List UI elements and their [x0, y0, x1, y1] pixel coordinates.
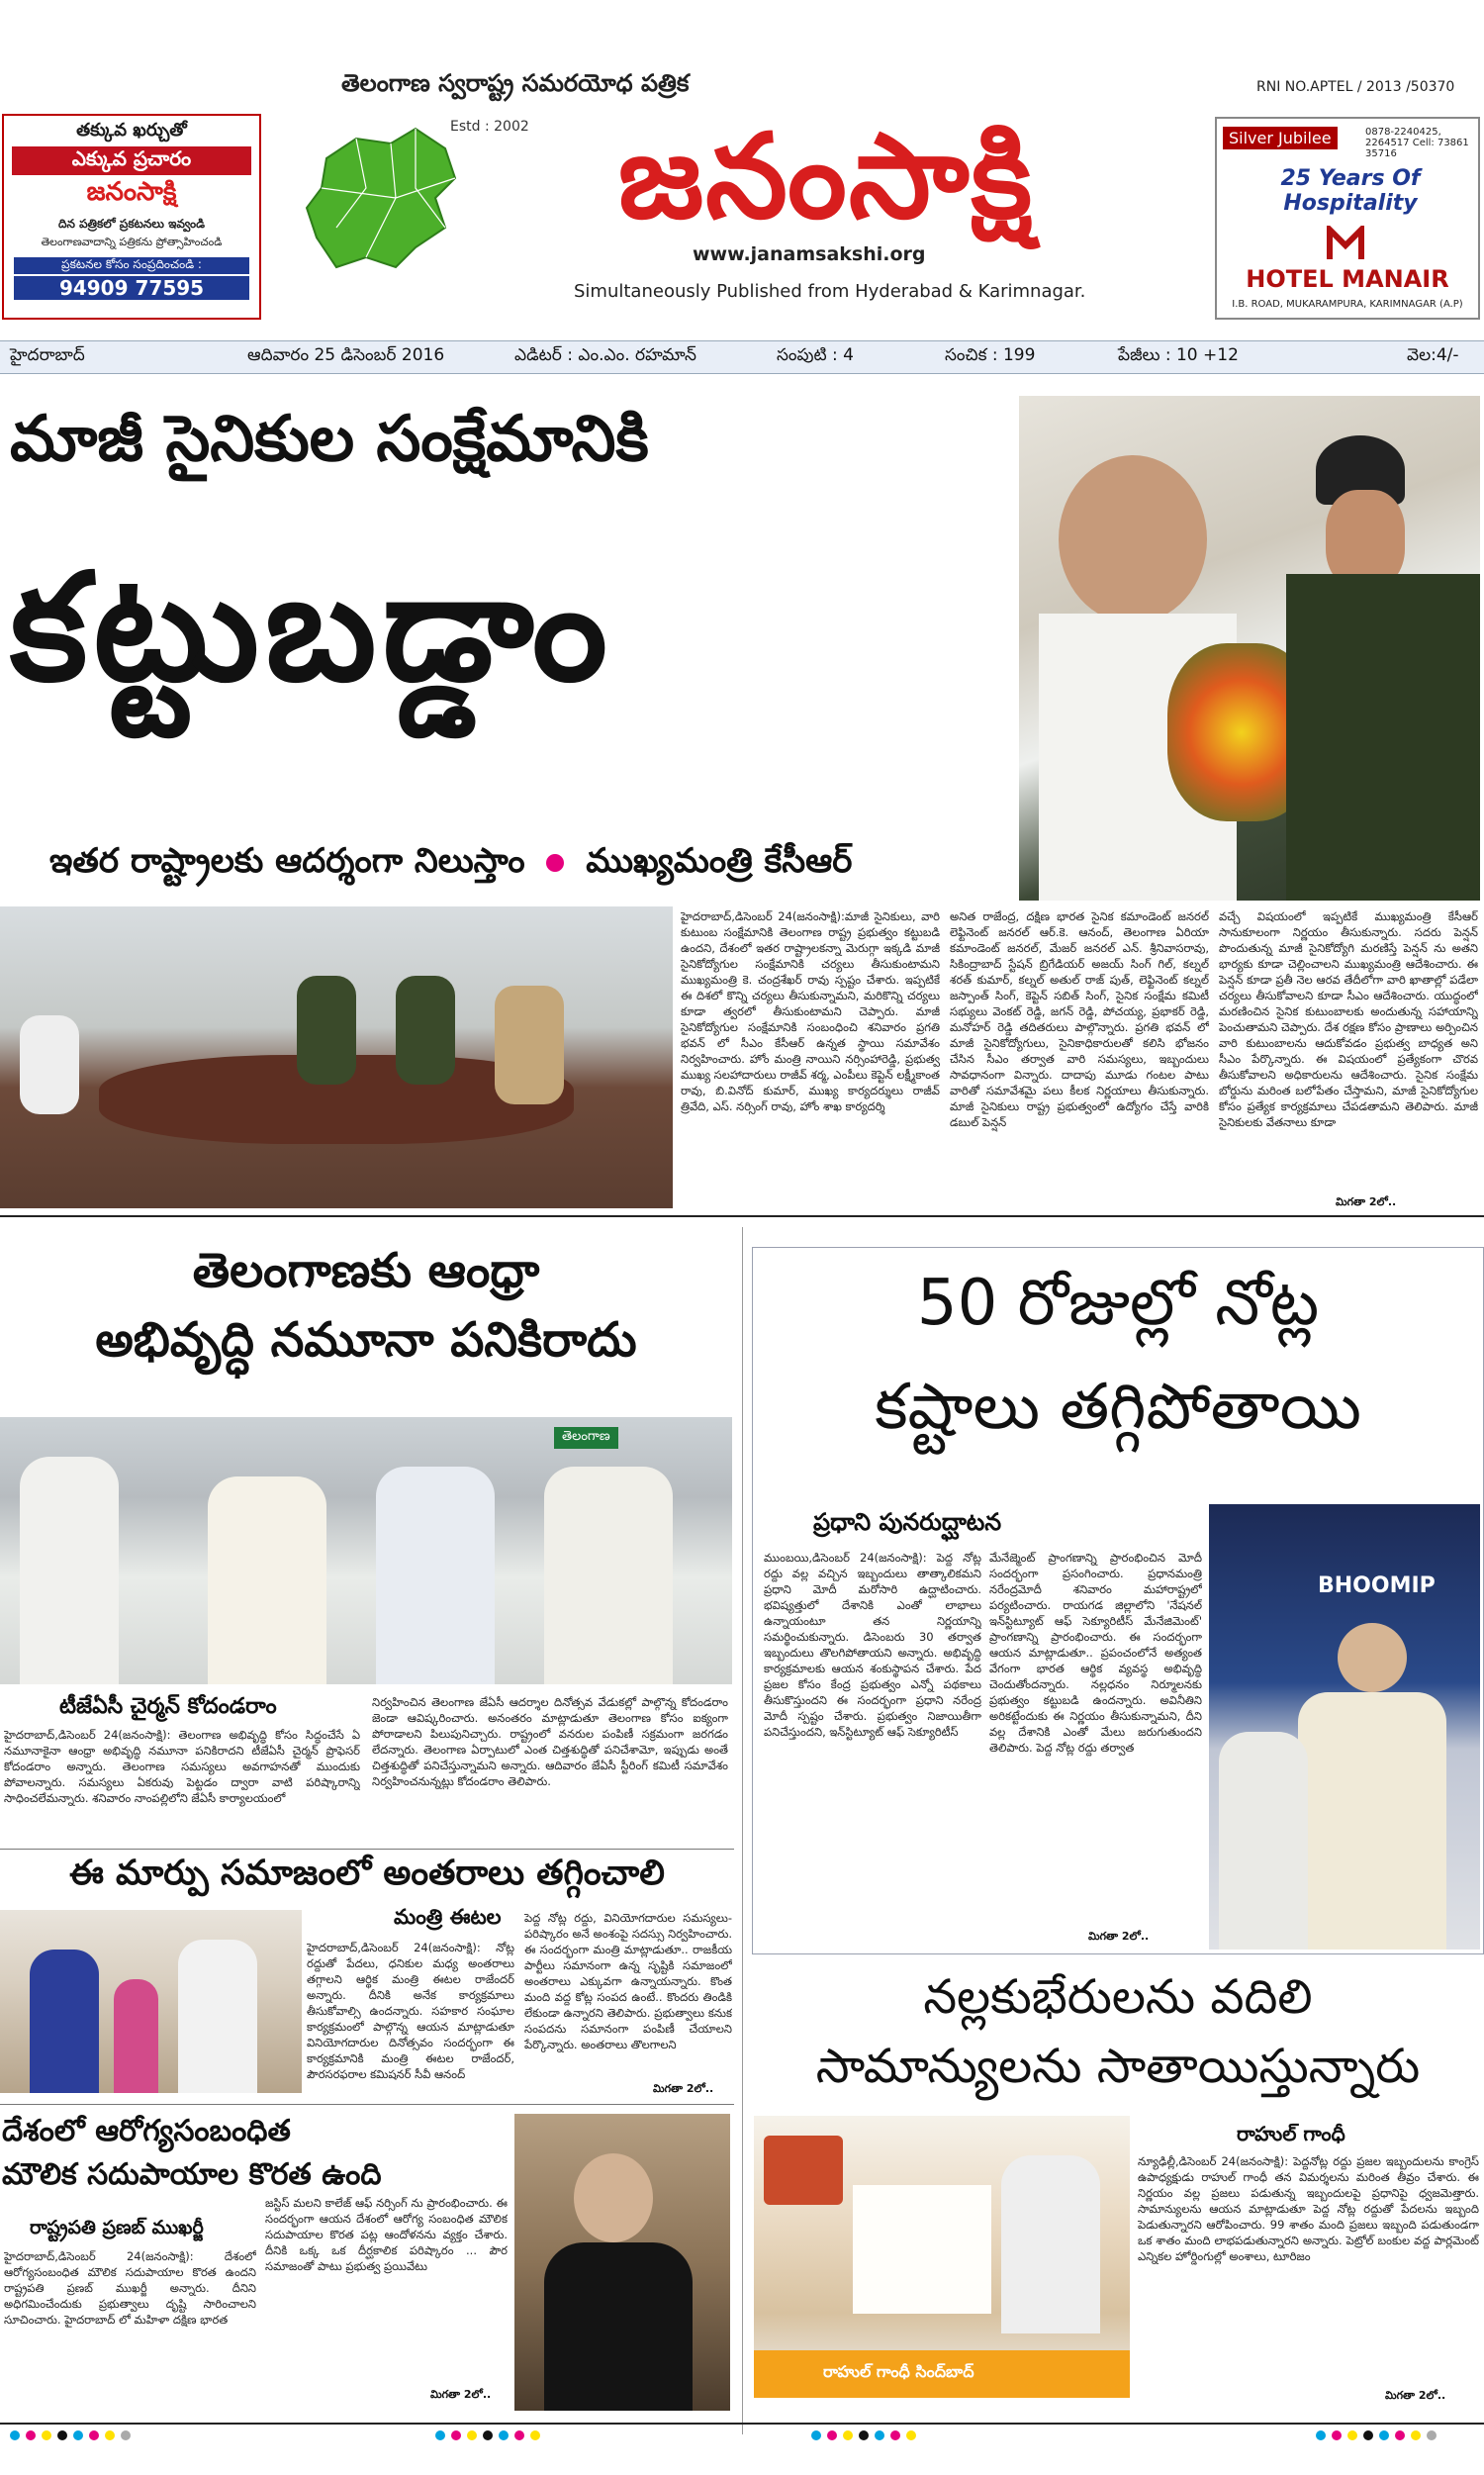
- right-ad-hotel: HOTEL MANAIR: [1246, 265, 1449, 293]
- etela-col2: [524, 1910, 732, 2080]
- telangana-map-icon: [297, 119, 465, 277]
- etela-col1: [307, 1940, 514, 2096]
- registration-marks-center2: [811, 2430, 916, 2440]
- etela-continue: మిగతా 2లో..: [653, 2082, 714, 2095]
- right-ad-badge: Silver Jubilee: [1223, 127, 1338, 149]
- pranab-col2-text: జస్టిస్ మలని కాలేజ్ ఆఫ్ నర్సింగ్ ను ప్రారంభించారు. ఈ సందర్భంగా ఆయన దేశంలో ఆరోగ్య సంబంధిత మౌలిక సదుపాయాల కొరత పట్ల ఆందోళనను వ్యక్తం చేశారు. దీనికి ఒక్క ఒక దీర్ఘకాలిక పరిష్కారం ... పౌర సమాజంతో పాటు ప్రభుత్వ ప్రయివేటు: [265, 2196, 508, 2273]
- rahul-byline: రాహుల్ గాంధీ: [1237, 2122, 1345, 2145]
- modi-headline1: 50 రోజుల్లో నోట్ల: [916, 1267, 1320, 1340]
- pranab-continue: మిగతా 2లో..: [430, 2388, 492, 2401]
- hotel-logo-icon: [1326, 226, 1365, 261]
- left-ad-line4: తెలంగాణవాదాన్ని పత్రికను ప్రోత్సాహించండి: [41, 236, 223, 248]
- right-ad-box: [1215, 117, 1480, 320]
- left-ad-line3: దిన పత్రికలో ప్రకటనలు ఇవ్వండి: [58, 217, 205, 231]
- pranab-byline: రాష్ట్రపతి ప్రణబ్ ముఖర్జీ: [30, 2217, 204, 2238]
- center-divider: [742, 1227, 743, 2434]
- pranab-col2: [265, 2195, 508, 2385]
- etela-divider: [0, 2104, 734, 2105]
- kodandaram-headline2: అభివృద్ధి నమూనా పనికిరాదు: [95, 1312, 637, 1368]
- published-line: Simultaneously Published from Hyderabad & Karimnagar.: [574, 281, 1086, 302]
- dateline-bar: [0, 340, 1484, 374]
- paper-name: జనంసాక్షి: [617, 108, 1035, 244]
- lead-photo: [1019, 396, 1480, 901]
- lead-subhead: [49, 841, 1019, 889]
- lead-subhead-left: ఇతర రాష్ట్రాలకు ఆదర్శంగా నిలుస్తాం: [49, 841, 525, 881]
- dateline-price: వెల:4/-: [1407, 345, 1459, 365]
- right-ad-years: 25 Years Of Hospitality: [1280, 166, 1421, 216]
- lead-divider: [0, 1215, 1484, 1217]
- registration-marks-center: [435, 2430, 540, 2440]
- lead-subhead-right: ముఖ్యమంత్రి కేసీఆర్: [586, 841, 853, 881]
- bottom-rule: [0, 2423, 1484, 2425]
- kodandaram-photo-caption: తెలంగాణ: [554, 1427, 618, 1449]
- etela-photo: [0, 1910, 302, 2093]
- rahul-continue: మిగతా 2లో..: [1385, 2389, 1446, 2402]
- left-ad-phone: 94909 77595: [14, 276, 249, 300]
- modi-byline: ప్రధాని పునరుద్ఘాటన: [813, 1508, 1002, 1536]
- dateline-city: హైదరాబాద్: [10, 345, 85, 365]
- website-url: www.janamsakshi.org: [693, 243, 926, 265]
- registration-marks-left: [10, 2430, 131, 2440]
- kodandaram-divider: [0, 1849, 734, 1850]
- left-ad-line5: ప్రకటనల కోసం సంప్రదించండి :: [14, 257, 249, 274]
- pranab-col1: [4, 2248, 256, 2407]
- etela-col2-text: పెద్ద నోట్ల రద్దు, వినియోగదారుల సమస్యలు- పరిష్కారం అనే అంశంపై సదస్సు నిర్వహించారు. ఈ సందర్భంగా మంత్రి మాట్లాడుతూ.. రాజకీయ పార్టీలు సమానంగా ఉన్న సృష్టికి సమాజంలో అంతరాలు ఎక్కువగా ఉన్నాయన్నారు. కొంత మంది వద్ద కోట్ల సంపద ఉంటే.. కొందరు తిండికి లేకుండా ఉన్నారని తెలిపారు. ప్రభుత్వాలు కనుక సంపదను సమానంగా పంపిణీ చేయాలని పేర్కొన్నారు. అంతరాలు తొలగాలని: [524, 1911, 732, 2051]
- rahul-col1: [1138, 2153, 1479, 2391]
- etela-col1-text: హైదరాబాద్,డిసెంబర్ 24(జనంసాక్షి): నోట్ల రద్దుతో పేదలు, ధనికుల మధ్య అంతరాలు తగ్గాలని ఆర్థిక మంత్రి ఈటల రాజేందర్ అన్నారు. దీనికి అనేక కార్యక్రమాలు తీసుకోవాల్సి ఉందన్నారు. సహకార సంఘాల కార్యక్రమంలో పాల్గొన్న ఆయన మాట్లాడుతూ వినియోగదారుల దినోత్సవం సందర్భంగా ఈ కార్యక్రమానికి మంత్రి ఈటల రాజేందర్, పౌరసరఫరాల కమిషనర్ సీవీ ఆనంద్: [307, 1941, 514, 2081]
- lead-kicker: మాజీ సైనికుల సంక్షేమానికి: [10, 403, 649, 476]
- pink-bullet-icon: [546, 854, 564, 872]
- modi-col2-text: మేనేజ్మెంట్ ప్రాంగణాన్ని ప్రారంభించిన మోదీ సందర్భంగా ప్రసంగించారు. ప్రధానమంత్రి నరేంద్రమోదీ శనివారం మహారాష్ట్రలో పర్యటించారు. రాయగడ జిల్లాలోని 'నేషనల్ ఇన్‌స్టిట్యూట్ ఆఫ్ సెక్యూరిటీస్ మేనేజిమెంట్' ప్రాంగణాన్ని ప్రారంభించారు. ఈ సందర్భంగా ఆయన మాట్లాడుతూ.. ప్రపంచంలోనే అత్యంత వేగంగా భారత ఆర్థిక వ్యవస్థ అభివృద్ధి చెందుతోందన్నారు. నల్లధనం నిర్మూలనకు ప్రభుత్వం కట్టుబడి ఉందన్నారు. అవినీతిని అరికట్టేందుకు ఈ నిర్ణయం తీసుకున్నామని, దీని వల్ల దేశానికి ఎంతో మేలు జరుగుతుందని తెలిపారు. పెద్ద నోట్ల రద్దు తర్వాత: [989, 1551, 1202, 1755]
- estd-label: Estd : 2002: [450, 119, 529, 135]
- modi-continue: మిగతా 2లో..: [1088, 1930, 1150, 1943]
- left-ad-line2: ఎక్కువ ప్రచారం: [12, 146, 251, 175]
- rahul-photo-banner: రాహుల్ గాంధీ సింద్‌బాద్: [754, 2350, 1130, 2398]
- lead-col1-text: హైదరాబాద్,డిసెంబర్ 24(జనంసాక్షి):మాజీ సైనికులు, వారి కుటుంబ సంక్షేమానికి తెలంగాణ రాష్ట్ర ప్రభుత్వం కట్టుబడి ఉందని, దేశంలో ఇతర రాష్ట్రాలకన్నా మెరుగ్గా ఇక్కడి మాజీ సైనికోద్యోగుల సంక్షేమానికి చర్యలు తీసుకుంటామని ముఖ్యమంత్రి కె. చంద్రశేఖర్ రావు స్పష్టం చేశారు. ఇప్పటికే ఈ దిశలో కొన్ని చర్యలు తీసుకున్నామని, మరికొన్ని చర్యలు కూడా త్వరలో తీసుకుంటామని చెప్పారు. మాజీ సైనికోద్యోగుల సంక్షేమానికి సంబంధించి శనివారం ప్రగతి భవన్ లో సీఎం కేసీఆర్ ఉన్నత స్థాయి సమావేశం నిర్వహించారు. హోం మంత్రి నాయిని నర్సింహారెడ్డి, ప్రభుత్వ ముఖ్య సలహాదారులు రాజీవ్ శర్మ, ఎంపీలు కెప్టెన్ లక్ష్మీకాంత రావు, బి.వినోద్ కుమార్, ముఖ్య కార్యదర్శులు రాజీవ్ త్రివేది, ఎస్. నర్సింగ్ రావు, హోం శాఖ కార్యదర్శి: [681, 909, 940, 1113]
- modi-col1-text: ముంబయి,డిసెంబర్ 24(జనంసాక్షి): పెద్ద నోట్ల రద్దు వల్ల వచ్చిన ఇబ్బందులు తాత్కాలికమని ప్రధాని మోదీ మరోసారి ఉద్ఘాటించారు. భవిష్యత్తులో దేశానికి ఎంతో లాభాలు ఉన్నాయంటూ తన నిర్ణయాన్ని సమర్థించుకున్నారు. డిసెంబరు 30 తర్వాత ఇబ్బందులు తొలగిపోతాయని అన్నారు. అభివృద్ధి కార్యక్రమాలకు ఆయన శంకుస్థాపన చేశారు. పేద ప్రజల కోసం కేంద్ర ప్రభుత్వం ఎన్నో పథకాలు తీసుకొస్తుందని ఈ సందర్భంగా ప్రధాని నరేంద్ర మోదీ స్పష్టం చేశారు. ప్రభుత్వం నిజాయితీగా పనిచేస్తుందని, ఇన్‌స్టిట్యూట్ ఆఫ్ సెక్యూరిటీస్: [764, 1551, 981, 1739]
- lead-col3: [1219, 908, 1478, 1195]
- lead-col2: [950, 908, 1209, 1207]
- kodandaram-photo: [0, 1417, 732, 1684]
- rni-number: RNI NO.APTEL / 2013 /50370: [1256, 79, 1455, 95]
- kodandaram-col1: [4, 1727, 360, 1846]
- right-ad-address: I.B. ROAD, MUKARAMPURA, KARIMNAGAR (A.P): [1232, 299, 1463, 310]
- modi-headline2: కష్టాలు తగ్గిపోతాయి: [875, 1371, 1361, 1444]
- dateline-volume: సంపుటి : 4: [777, 345, 854, 365]
- left-ad-box: [2, 114, 261, 320]
- dateline-pages: పేజీలు : 10 +12: [1118, 345, 1239, 365]
- kodandaram-headline1: తెలంగాణకు ఆంధ్రా: [192, 1243, 540, 1298]
- etela-headline: ఈ మార్పు సమాజంలో అంతరాలు తగ్గించాలి: [69, 1854, 665, 1893]
- lead-meeting-photo: [0, 906, 673, 1208]
- right-ad-phone: 0878-2240425, 2264517 Cell: 73861 35716: [1365, 127, 1469, 159]
- lead-col1: [681, 908, 940, 1207]
- modi-col1: [764, 1550, 981, 1941]
- rahul-photo: [754, 2116, 1130, 2398]
- pranab-col1-text: హైదరాబాద్,డిసెంబర్ 24(జనంసాక్షి): దేశంలో ఆరోగ్యసంబంధిత మౌలిక సదుపాయాల కొరత ఉందని రాష్ట్రపతి ప్రణబ్ ముఖర్జీ అన్నారు. దీనిని అధిగమించేందుకు ప్రభుత్వాలు దృష్టి సారించాలని సూచించారు. హైదరాబాద్ లో మహిళా దక్షిణ భారత: [4, 2249, 256, 2327]
- kodandaram-col2: [372, 1694, 728, 1845]
- pranab-headline1: దేశంలో ఆరోగ్యసంబంధిత: [2, 2114, 291, 2148]
- registration-marks-right: [1316, 2430, 1437, 2440]
- lead-col2-text: అనిత రాజేంద్ర, దక్షిణ భారత సైనిక కమాండెంట్ జనరల్ లెఫ్టినెంట్ జనరల్ ఆర్.కె. ఆనంద్, తెలంగాణ ఏరియా కమాండెంట్ జనరల్, మేజర్ జనరల్ ఎన్. శ్రీనివాసరావు, సికింద్రాబాద్ స్టేషన్ బ్రిగేడియర్ అజయ్ సింగ్ గిల్, కల్నల్ శరత్ కుమార్, కల్నల్ అతుల్ రాజ్ పుత్, లెఫ్టినెంట్ కల్నల్ జస్పాంత్ సింగ్, కెప్టెన్ సబిత్ సింగ్, సైనిక సంక్షేమ కమిటీ సభ్యులు వెంకట్ రెడ్డి, జగన్ రెడ్డి, పోచయ్య, ప్రభాకర్ రెడ్డి, మనోహర్ రెడ్డి తదితరులు పాల్గొన్నారు. ప్రగతి భవన్ లో మాజీ సైనికోద్యోగులు, సైనికాధికారులతో కలిసి భోజనం చేసిన సీఎం తర్వాత వారి సమస్యలు, ఇబ్బందులు సావధానంగా విన్నారు. దాదాపు మూడు గంటల పాటు వారితో సమావేశమై పలు కీలక నిర్ణయాలు తీసుకున్నారు. మాజీ సైనికులు రాష్ట్ర ప్రభుత్వంలో ఉద్యోగం చేస్తే వారికి డబుల్ పెన్షన్: [950, 909, 1209, 1129]
- pranab-photo: [514, 2114, 730, 2411]
- lead-col3-text: వచ్చే విషయంలో ఇప్పటికే ముఖ్యమంత్రి కేసీఆర్ సానుకూలంగా నిర్ణయం తీసుకున్నారు. సదరు పెన్షన్ పొందుతున్న మాజీ సైనికోద్యోగి మరణిస్తే పెన్షన్ ను అతని భార్యకు కూడా చెల్లించాలని ముఖ్యమంత్రి ఆదేశించారు. ఈ పెన్షన్ కూడా ప్రతీ నెల ఆరవ తేదీలోగా వారి ఖాతాల్లో పడేలా చర్యలు తీసుకోవాలని కూడా సీఎం ఆదేశించారు. యుద్ధంలో మరణించిన సైనిక కుటుంబాలకు అందుతున్న సహాయాన్ని పెంచుతామని చెప్పారు. దేశ రక్షణ కోసం ప్రాణాలు అర్పించిన వారి కుటుంబాలను ఆదుకోవడం ప్రభుత్వ బాధ్యత అని సీఎం పేర్కొన్నారు. ఈ విషయంలో ప్రత్యేకంగా చొరవ తీసుకోవాలని అధికారులను ఆదేశించారు. సైనిక సంక్షేమ బోర్డును మరింత బలోపేతం చేస్తామని, మాజీ సైనికోద్యోగుల కోసం ప్రత్యేక కార్యక్రమాలు చేపడతామని తెలిపారు. మాజీ సైనికులకు వేతనాలు కూడా: [1219, 909, 1478, 1129]
- lead-continue: మిగతా 2లో..: [1336, 1195, 1397, 1208]
- left-ad-line1: తక్కువ ఖర్చుతో: [76, 120, 187, 141]
- modi-photo-text: BHOOMIP: [1318, 1573, 1436, 1598]
- dateline-editor: ఎడిటర్ : ఎం.ఎం. రహమాన్: [514, 345, 696, 365]
- dateline-issue: సంచిక : 199: [945, 345, 1036, 365]
- masthead-tagline: తెలంగాణ స్వరాష్ట్ర సమరయోధ పత్రిక: [341, 69, 690, 97]
- left-ad-brand: జనంసాక్షి: [86, 177, 177, 207]
- kodandaram-col1-text: హైదరాబాద్,డిసెంబర్ 24(జనంసాక్షి): తెలంగాణ అభివృద్ధి కోసం సిద్ధంచేసే ఏ నమూనాకైనా ఆంధ్రా అభివృద్ధి నమూనా పనికిరాదని టీజేఏసీ చైర్మన్ ప్రొఫెసర్ కోదండరాం అన్నారు. తెలంగాణ సమస్యలు అవగాహనతో ముందుకు పోవాలన్నారు. సమస్యలు ఏకరువు పెట్టడం ద్వారా వాటి పరిష్కారాన్ని సాధించలేమన్నారు. శనివారం నాంపల్లిలోని జేఏసీ కార్యాలయంలో: [4, 1728, 360, 1805]
- dateline-date: ఆదివారం 25 డిసెంబర్ 2016: [247, 345, 445, 365]
- rahul-headline2: సామాన్యులను సాతాయిస్తున్నారు: [815, 2039, 1421, 2094]
- rahul-headline1: నల్లకుభేరులను వదిలి: [923, 1969, 1313, 2025]
- modi-photo: [1209, 1504, 1480, 1950]
- pranab-headline2: మౌలిక సదుపాయాల కొరత ఉంది: [2, 2157, 382, 2192]
- etela-byline: మంత్రి ఈటల: [394, 1905, 502, 1929]
- lead-headline: కట్టుబడ్డాం: [10, 542, 613, 714]
- masthead: [0, 0, 1484, 336]
- kodandaram-col2-text: నిర్వహించిన తెలంగాణ జేఏసీ ఆదర్శాల దినోత్సవ వేడుకల్లో పాల్గొన్న కోదండరాం జెండా ఆవిష్కరించారు. అనంతరం మాట్లాడుతూ తెలంగాణ కోసం ఐక్యంగా పోరాడాలని పిలుపునిచ్చారు. రాష్ట్రంలో వనరుల పంపిణీ సక్రమంగా జరగడం లేదన్నారు. తెలంగాణ ఏర్పాటులో ఎంత చిత్తశుద్ధితో పనిచేశామో, ఇప్పుడు అంతే చిత్తశుద్ధితో పనిచేస్తున్నామని అన్నారు. ఆదివారం జేఏసీ స్టీరింగ్ కమిటీ సమావేశం నిర్వహించనున్నట్లు కోదండరాం తెలిపారు.: [372, 1695, 728, 1788]
- kodandaram-caption: టీజేఏసీ చైర్మన్ కోదండరాం: [59, 1694, 277, 1719]
- rahul-col1-text: న్యూఢిల్లీ,డిసెంబర్ 24(జనంసాక్షి): పెద్దనోట్ల రద్దు ప్రజల ఇబ్బందులను కాంగ్రెస్ ఉపాధ్యక్షుడు రాహుల్ గాంధీ తన విమర్శలను మరింత తీవ్రం చేశారు. ఈ నిర్ణయం వల్ల ప్రజలు పడుతున్న ఇబ్బందులపై ప్రధానిపై ధ్వజమెత్తారు. సామాన్యులను ఆయన మాట్లాడుతూ పెద్ద నోట్ల రద్దుతో పేదలను ఇబ్బంది పెడుతున్నారని ఆరోపించారు. 99 శాతం మంది ప్రజలు ఇబ్బంది పడుతుండగా ఒక శాతం మంది లాభపడుతున్నారని అన్నారు. పెట్రోల్ బంకుల వద్ద పార్లమెంట్ ఎన్నికల హోర్డింగుల్లో అంశాలు, టూరిజం: [1138, 2154, 1479, 2263]
- modi-col2: [989, 1550, 1202, 1941]
